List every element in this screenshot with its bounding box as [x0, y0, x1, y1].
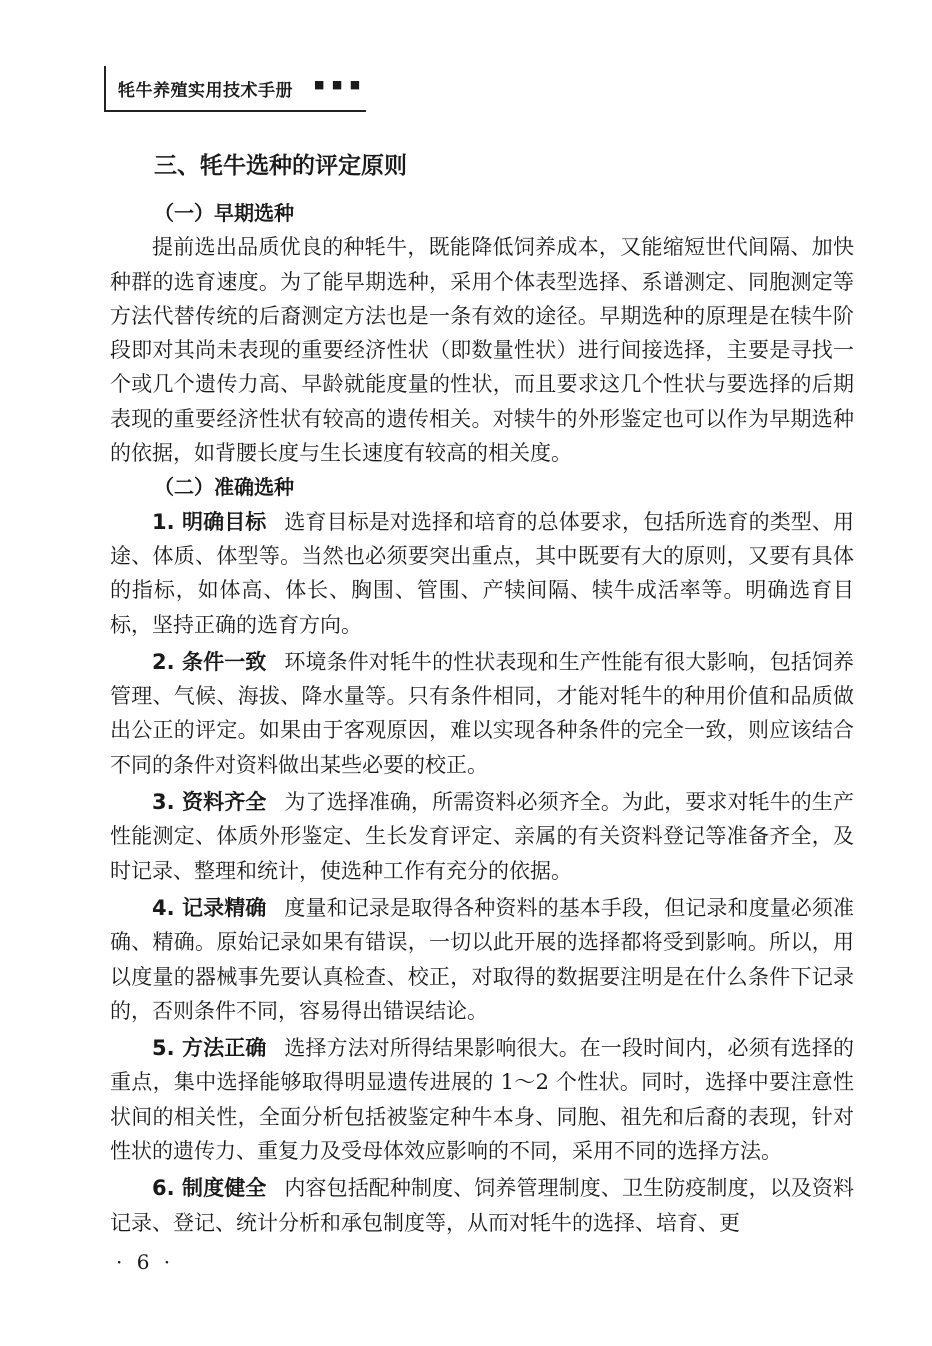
item-clear-goal [110, 505, 854, 642]
book-title: 牦牛养殖实用技术手册 [118, 81, 293, 101]
header-square-marks: ■ ■ ■ [314, 78, 363, 91]
item-label: 1. 明确目标 [152, 509, 267, 534]
item-text: 为了选择准确，所需资料必须齐全。为此，要求对牦牛的生产性能测定、体质外形鉴定、生长发育评定、亲属的有关资料登记等准备齐全，及时记录、整理和统计，使选种工作有充分的依据。 [110, 790, 854, 883]
item-text: 选育目标是对选择和培育的总体要求，包括所选育的类型、用途、体质、体型等。当然也必须要突出重点，其中既要有大的原则，又要有具体的指标，如体高、体长、胸围、管围、产犊间隔、犊牛成活率等。明确选育目标，坚持正确的选育方向。 [110, 509, 854, 637]
subheading-accurate-selection: （二）准确选种 [154, 475, 294, 500]
item-label: 3. 资料齐全 [152, 790, 267, 815]
item-precise-records [110, 891, 854, 1028]
item-text: 内容包括配种制度、饲养管理制度、卫生防疫制度，以及资料记录、登记、统计分析和承包制度等，从而对牦牛的选择、培育、更 [110, 1176, 854, 1235]
item-label: 5. 方法正确 [152, 1036, 267, 1061]
item-text: 度量和记录是取得各种资料的基本手段，但记录和度量必须准确、精确。原始记录如果有错误，一切以此开展的选择都将受到影响。所以，用以度量的器械事先要认真检查、校正，对取得的数据要注明是在什么条件下记录的，否则条件不同，容易得出错误结论。 [110, 895, 854, 1023]
item-correct-method [110, 1031, 854, 1168]
item-label: 6. 制度健全 [152, 1176, 267, 1201]
running-header [104, 66, 366, 112]
item-sound-system [110, 1171, 854, 1240]
item-text: 选择方法对所得结果影响很大。在一段时间内，必须有选择的重点，集中选择能够取得明显遗传进展的 1～2 个性状。同时，选择中要注意性状间的相关性，全面分析包括被鉴定种牛本身、同胞、祖先和后裔的表现，针对性状的遗传力、重复力及受母体效应影响的不同，采用不同的选择方法。 [110, 1036, 854, 1164]
item-label: 4. 记录精确 [152, 895, 267, 920]
page-number: · 6 · [116, 1250, 175, 1274]
section-title: 三、牦牛选种的评定原则 [154, 153, 407, 179]
early-selection-paragraph: 提前选出品质优良的种牦牛，既能降低饲养成本，又能缩短世代间隔、加快种群的选育速度。为了能早期选种，采用个体表型选择、系谱测定、同胞测定等方法代替传统的后裔测定方法也是一条有效的途径。早期选种的原理是在犊牛阶段即对其尚未表现的重要经济性状（即数量性状）进行间接选择，主要是寻找一个或几个遗传力高、早龄就能度量的性状，而且要求这几个性状与要选择的后期表现的重要经济性状有较高的遗传相关。对犊牛的外形鉴定也可以作为早期选种的依据，如背腰长度与生长速度有较高的相关度。 [110, 235, 854, 466]
subheading-early-selection: （一）早期选种 [154, 201, 294, 225]
item-label: 2. 条件一致 [152, 649, 267, 674]
item-complete-data [110, 785, 854, 888]
item-consistent-conditions [110, 645, 854, 782]
item-text: 环境条件对牦牛的性状表现和生产性能有很大影响，包括饲养管理、气候、海拔、降水量等。只有条件相同，才能对牦牛的种用价值和品质做出公正的评定。如果由于客观原因，难以实现各种条件的完全一致，则应该结合不同的条件对资料做出某些必要的校正。 [110, 649, 854, 777]
page-body [110, 138, 854, 1240]
